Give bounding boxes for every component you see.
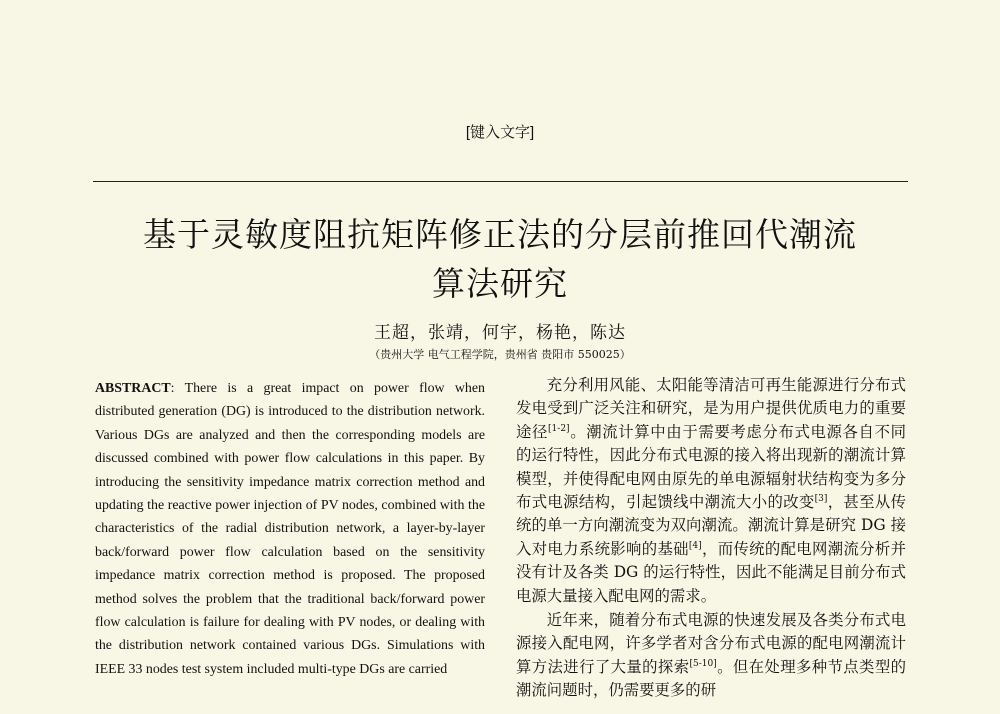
header-divider (93, 181, 908, 182)
abstract-label: ABSTRACT (95, 381, 171, 396)
citation: [5-10] (689, 658, 717, 669)
abstract (95, 377, 485, 681)
paper-title-line-1: 基于灵敏度阻抗矩阵修正法的分层前推回代潮流 (143, 215, 857, 254)
citation: [3] (814, 493, 828, 504)
body-text-span: ，甚至从传统的单一方向潮流变为双向潮流。潮流计算是研究 DG 接入对电力系统影响的基础 (516, 493, 906, 558)
body-paragraph-1 (516, 374, 906, 608)
body-paragraph-2 (516, 609, 906, 703)
page-header-label: [键入文字] (465, 124, 535, 141)
body-text-span: ，而传统的配电网潮流分析并没有计及各类 DG 的运行特性，因此不能满足目前分布式电源大量接入配电网的需求。 (516, 539, 906, 605)
body-column (516, 374, 906, 703)
body-text-span: 。但在处理多种节点类型的潮流问题时，仍需要更多的研 (516, 657, 906, 700)
author-affiliation: （贵州大学 电气工程学院，贵州省 贵阳市 550025） (369, 348, 631, 361)
citation: [1-2] (548, 423, 570, 434)
body-text-span: 近年来，随着分布式电源的快速发展及各类分布式电源接入配电网，许多学者对含分布式电源的配电网潮流计算方法进行了大量的探索 (516, 611, 906, 676)
author-list: 王超，张靖，何宇，杨艳，陈达 (374, 323, 626, 343)
body-text-span: 充分利用风能、太阳能等清洁可再生能源进行分布式发电受到广泛关注和研究，是为用户提供优质电力的重要途径 (516, 376, 906, 441)
paper-title-line-2: 算法研究 (432, 264, 568, 303)
abstract-text: : There is a great impact on power flow when distributed generation (DG) is introduced to the distribution network. Various DGs are analyzed and then the corresponding models are discussed combined with power flow calculations in this paper. By introducing the sensitivity impedance matrix correction method and updating the reactive power injection of PV nodes, combined with the characteristics of the radial distribution network, a layer-by-layer back/forward power flow calculation based on the sensitivity impedance matrix correction method is proposed. The proposed method solves the problem that the traditional back/forward power flow calculation is failure for dealing with PV nodes, or dealing with the distribution network contained various DGs. Simulations with IEEE 33 nodes test system included multi-type DGs are carried (95, 381, 485, 677)
paper-title (60, 210, 940, 308)
body-text-span: 。潮流计算中由于需要考虑分布式电源各自不同的运行特性，因此分布式电源的接入将出现新的潮流计算模型，并使得配电网由原先的单电源辐射状结构变为多分布式电源结构，引起馈线中潮流大小的改变 (516, 422, 906, 512)
citation: [4] (688, 540, 702, 551)
